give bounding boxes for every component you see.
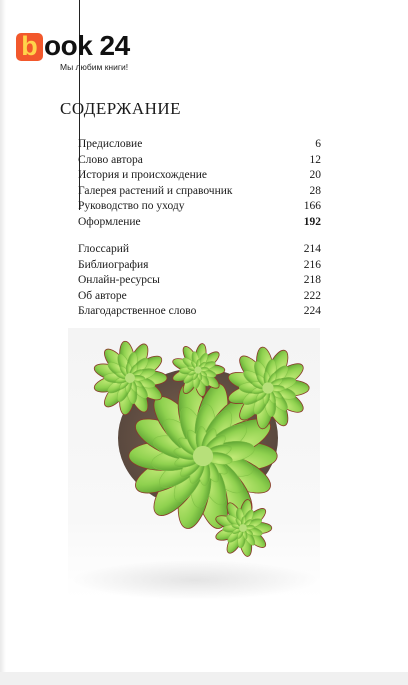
rosette-core xyxy=(193,446,213,466)
toc-entry-label: Руководство по уходу xyxy=(78,200,185,212)
toc-entry-page: 166 xyxy=(303,200,321,212)
book24-logo[interactable] xyxy=(16,31,146,73)
page-edge-shadow xyxy=(0,0,6,685)
toc-entry-label: Благодарственное слово xyxy=(78,305,197,317)
toc-entry xyxy=(78,184,321,200)
toc-entry xyxy=(78,199,321,215)
toc-entry xyxy=(78,304,321,320)
toc-entry-page: 12 xyxy=(309,153,321,166)
toc-entry-page: 216 xyxy=(303,258,321,271)
rosette-core xyxy=(239,524,247,532)
rosette-core xyxy=(194,366,201,373)
rosette-core xyxy=(262,382,273,393)
toc-entry-label: История и происхождение xyxy=(78,169,207,181)
toc-entry-label: Онлайн-ресурсы xyxy=(78,274,160,286)
toc-entry xyxy=(78,137,321,153)
toc-entry-page: 218 xyxy=(303,274,321,286)
toc-entry xyxy=(78,258,321,274)
toc-entry xyxy=(78,289,321,305)
toc-entry-page: 6 xyxy=(315,138,321,150)
toc-entry-page: 224 xyxy=(303,305,321,317)
toc-entry xyxy=(78,168,321,184)
logo-wordmark: ook 24 xyxy=(44,30,130,61)
toc-entry-label: Об авторе xyxy=(78,289,127,302)
toc-entry xyxy=(78,242,321,258)
page-bottom-strip xyxy=(0,672,408,685)
logo-slogan: Мы любим книги! xyxy=(60,62,129,72)
toc-entry-page: 214 xyxy=(303,243,321,255)
toc-entry-label: Оформление xyxy=(78,215,141,228)
toc-entry-page: 222 xyxy=(303,289,321,302)
toc-entry xyxy=(78,273,321,289)
toc-appendix-list xyxy=(78,242,321,320)
toc-title: СОДЕРЖАНИЕ xyxy=(60,99,182,118)
rosette-core xyxy=(125,373,135,383)
succulent-plant-photo xyxy=(68,328,320,568)
logo-badge: b xyxy=(16,33,43,61)
toc-entry-page: 20 xyxy=(309,169,321,181)
toc-entry-page: 192 xyxy=(303,215,321,228)
toc-entry-label: Глоссарий xyxy=(78,243,130,255)
toc-entry-page: 28 xyxy=(309,184,321,197)
toc-entry-label: Слово автора xyxy=(78,153,143,166)
toc-entry-label: Библиография xyxy=(78,258,149,271)
toc-entry-label: Предисловие xyxy=(78,138,143,150)
toc-entry-current xyxy=(78,215,321,231)
toc-main-list xyxy=(78,137,321,230)
toc-entry xyxy=(78,153,321,169)
toc-entry-label: Галерея растений и справочник xyxy=(78,184,233,197)
